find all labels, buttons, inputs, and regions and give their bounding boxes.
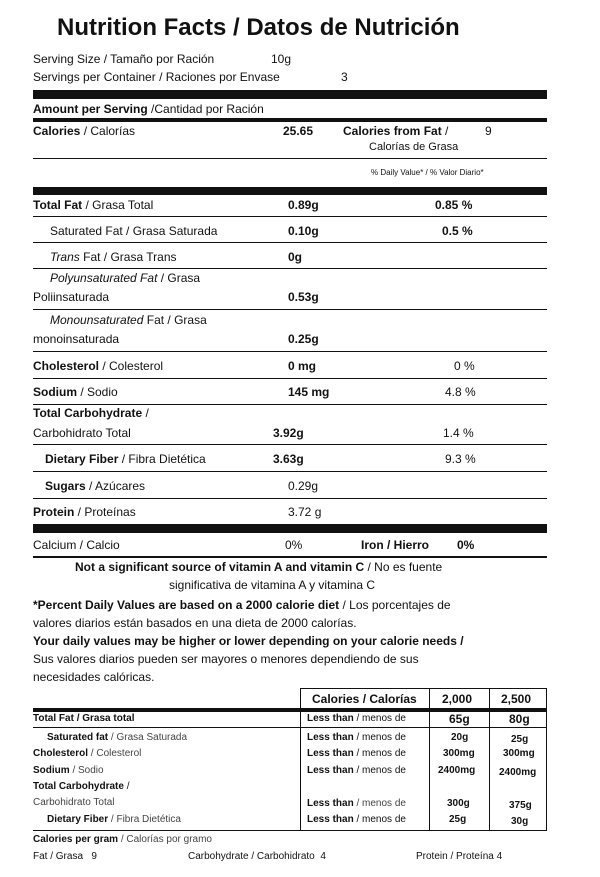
ref-total-fat-2500: 80g — [509, 712, 530, 726]
calcium-label: Calcium / Calcio — [33, 538, 120, 552]
serving-size-value: 10g — [271, 52, 292, 66]
vitamin-note-line2: significativa de vitamina A y vitamina C — [169, 578, 376, 592]
sugars-amount: 0.29g — [288, 479, 319, 493]
calcium-value: 0% — [285, 538, 303, 552]
sodium-amount: 145 mg — [288, 385, 330, 399]
total-carbohydrate-label-es: Carbohidrato Total — [33, 426, 131, 440]
trans-fat-label: Trans Fat / Grasa Trans — [50, 250, 177, 264]
iron-value: 0% — [457, 538, 475, 552]
ref-header-calories: Calories / Calorías — [312, 692, 417, 706]
percent-dv-note-line2: valores diarios están basados en una dieta de 2000 calorías. — [33, 616, 357, 630]
ref-dietary-fiber-2500: 30g — [511, 816, 529, 827]
ref-cholesterol-2500: 300mg — [503, 748, 535, 759]
polyunsaturated-fat-label: Polyunsaturated Fat / Grasa — [50, 271, 201, 285]
ref-total-fat-2000: 65g — [449, 712, 470, 726]
thick-divider — [33, 187, 547, 195]
amount-per-serving-header: Amount per Serving /Cantidad por Ración — [33, 102, 264, 116]
protein-amount: 3.72 g — [288, 505, 322, 519]
saturated-fat-amount: 0.10g — [288, 224, 319, 238]
calories-value: 25.65 — [283, 124, 314, 138]
ref-total-carbohydrate-limit: Less than / menos de — [307, 798, 406, 809]
calories-from-fat-label-es: Calorías de Grasa — [369, 141, 459, 153]
dietary-fiber-label: Dietary Fiber / Fibra Dietética — [45, 452, 206, 466]
ref-dietary-fiber-label: Dietary Fiber / Fibra Dietética — [47, 814, 181, 825]
carbohydrate-per-gram: Carbohydrate / Carbohidrato 4 — [188, 851, 326, 862]
serving-size-label: Serving Size / Tamaño por Ración — [33, 52, 215, 66]
sugars-label: Sugars / Azúcares — [45, 479, 146, 493]
total-fat-label: Total Fat / Grasa Total — [33, 198, 154, 212]
ref-total-fat-label: Total Fat / Grasa total — [33, 713, 135, 724]
total-fat-amount: 0.89g — [288, 198, 319, 212]
total-carbohydrate-label: Total Carbohydrate / — [33, 406, 149, 420]
ref-saturated-fat-label: Saturated fat / Grasa Saturada — [47, 732, 188, 743]
daily-values-note: Your daily values may be higher or lower depending on your calorie needs / — [33, 634, 464, 648]
calories-label: Calories / Calorías — [33, 124, 136, 138]
vitamin-note: Not a significant source of vitamin A and vitamin C / No es fuente — [75, 560, 443, 574]
dietary-fiber-amount: 3.63g — [273, 452, 304, 466]
polyunsaturated-fat-label-es: Poliinsaturada — [33, 290, 110, 304]
dietary-fiber-dv: 9.3 % — [445, 452, 476, 466]
cholesterol-label: Cholesterol / Colesterol — [33, 359, 164, 373]
daily-value-header: % Daily Value* / % Valor Diario* — [371, 168, 484, 177]
saturated-fat-label: Saturated Fat / Grasa Saturada — [50, 224, 218, 238]
ref-total-carbohydrate-label: Total Carbohydrate / — [33, 781, 130, 792]
ref-dietary-fiber-limit: Less than / menos de — [307, 814, 406, 825]
ref-cholesterol-2000: 300mg — [443, 748, 475, 759]
monounsaturated-fat-amount: 0.25g — [288, 332, 319, 346]
ref-saturated-fat-limit: Less than / menos de — [307, 732, 406, 743]
saturated-fat-dv: 0.5 % — [442, 224, 473, 238]
ref-sodium-label: Sodium / Sodio — [33, 765, 104, 776]
calories-per-gram: Calories per gram / Calorías por gramo — [33, 834, 212, 845]
servings-per-container-value: 3 — [341, 70, 348, 84]
total-fat-dv: 0.85 % — [435, 198, 473, 212]
protein-label: Protein / Proteínas — [33, 505, 136, 519]
ref-saturated-fat-2000: 20g — [451, 732, 469, 743]
ref-cholesterol-limit: Less than / menos de — [307, 748, 406, 759]
sodium-dv: 4.8 % — [445, 385, 476, 399]
ref-sodium-limit: Less than / menos de — [307, 765, 406, 776]
calories-from-fat-value: 9 — [485, 124, 492, 138]
servings-per-container-label: Servings per Container / Raciones por Envase — [33, 70, 280, 84]
daily-values-note-line2: Sus valores diarios pueden ser mayores o menores dependiendo de sus — [33, 652, 419, 666]
monounsaturated-fat-label: Monounsaturated Fat / Grasa — [50, 313, 207, 327]
label-title: Nutrition Facts / Datos de Nutrición — [57, 14, 460, 41]
ref-sodium-2000: 2400mg — [438, 765, 476, 776]
daily-values-note-line3: necesidades calóricas. — [33, 670, 155, 684]
monounsaturated-fat-label-es: monoinsaturada — [33, 332, 120, 346]
polyunsaturated-fat-amount: 0.53g — [288, 290, 319, 304]
ref-dietary-fiber-2000: 25g — [449, 814, 467, 825]
trans-fat-amount: 0g — [288, 250, 303, 264]
ref-total-fat-limit: Less than / menos de — [307, 713, 406, 724]
ref-cholesterol-label: Cholesterol / Colesterol — [33, 748, 142, 759]
total-carbohydrate-amount: 3.92g — [273, 426, 304, 440]
cholesterol-dv: 0 % — [454, 359, 475, 373]
ref-header-2500: 2,500 — [501, 692, 532, 706]
fat-per-gram: Fat / Grasa 9 — [33, 851, 97, 862]
cholesterol-amount: 0 mg — [288, 359, 317, 373]
total-carbohydrate-dv: 1.4 % — [443, 426, 474, 440]
iron-label: Iron / Hierro — [361, 538, 430, 552]
ref-total-carbohydrate-2500: 375g — [509, 800, 532, 811]
thick-divider — [33, 524, 547, 533]
thick-divider — [33, 90, 547, 99]
ref-saturated-fat-2500: 25g — [511, 734, 529, 745]
ref-sodium-2500: 2400mg — [499, 767, 537, 778]
sodium-label: Sodium / Sodio — [33, 385, 118, 399]
protein-per-gram: Protein / Proteína 4 — [416, 851, 503, 862]
percent-dv-note: *Percent Daily Values are based on a 2000 calorie diet / Los porcentajes de — [33, 598, 451, 612]
ref-total-carbohydrate-2000: 300g — [447, 798, 470, 809]
calories-from-fat-label: Calories from Fat / — [343, 124, 449, 138]
ref-total-carbohydrate-label-es: Carbohidrato Total — [33, 797, 115, 808]
ref-header-2000: 2,000 — [442, 692, 473, 706]
nutrition-facts-label — [33, 8, 547, 870]
